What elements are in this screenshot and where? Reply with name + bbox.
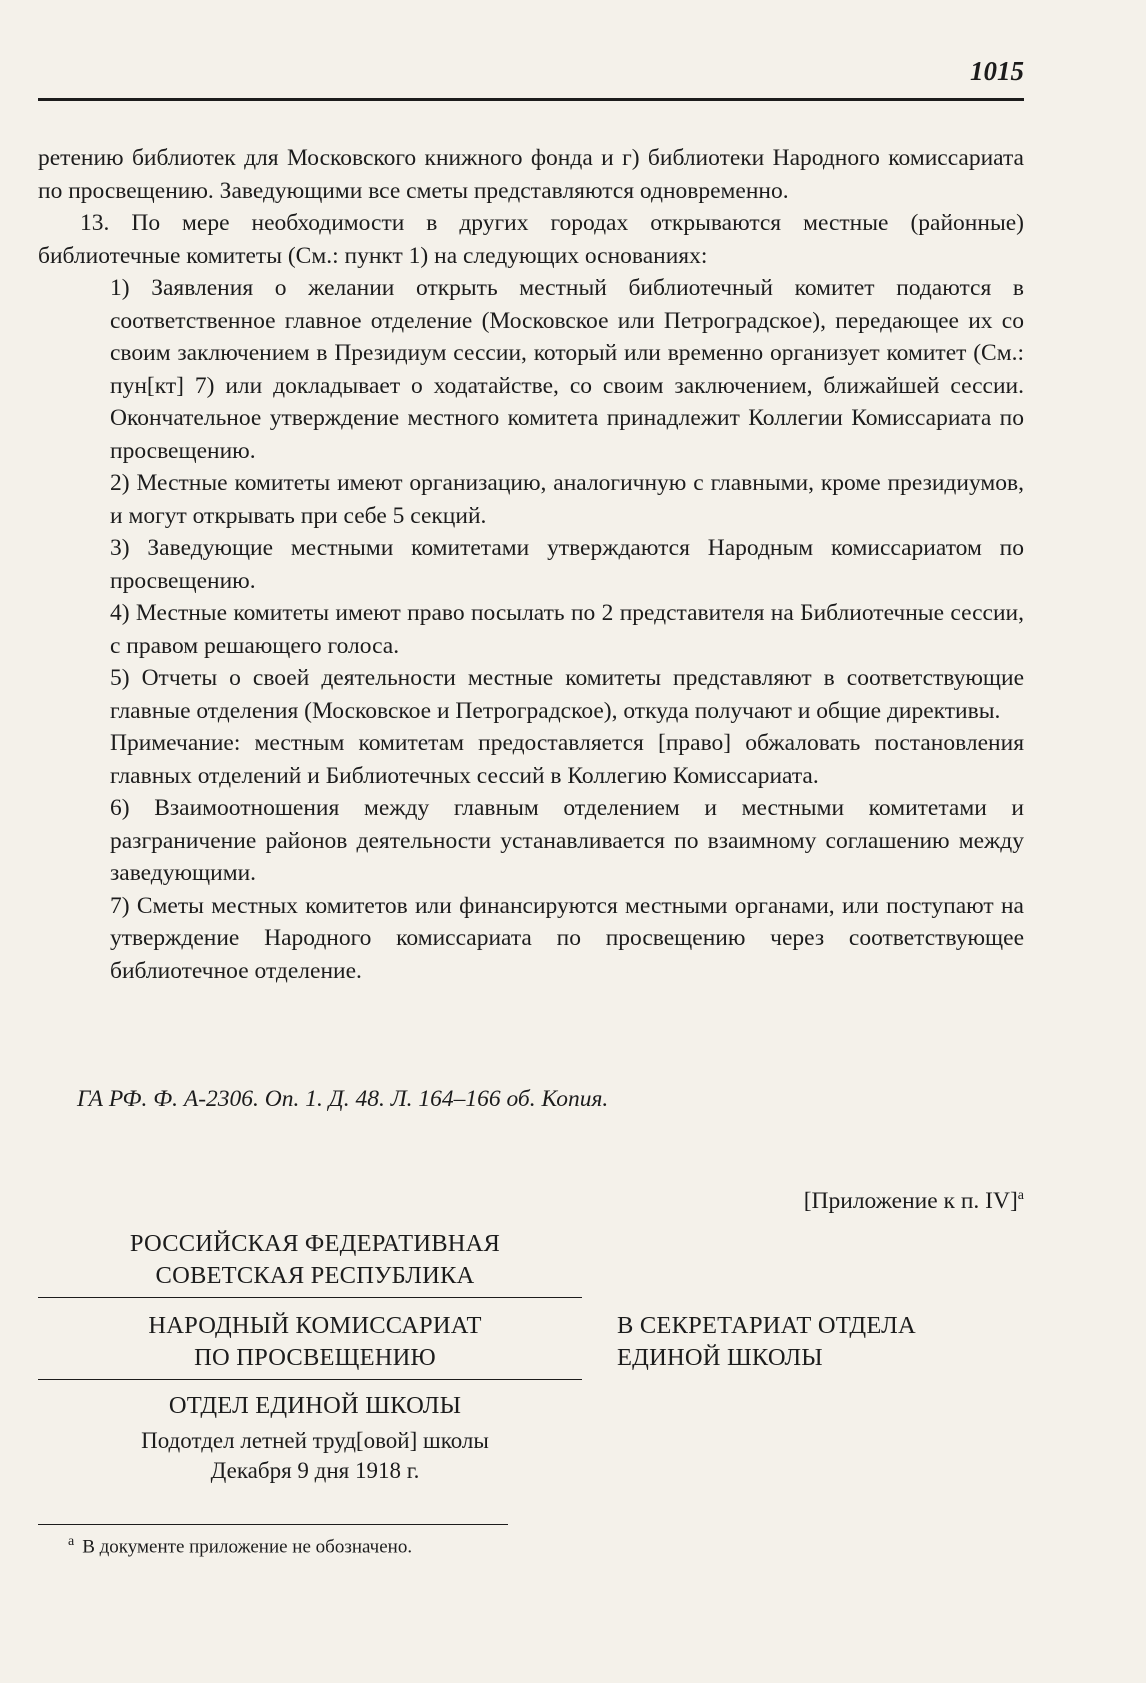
department-name: ОТДЕЛ ЕДИНОЙ ШКОЛЫ xyxy=(168,1392,462,1419)
paragraph-continuation: ретению библиотек для Московского книжного фонда и г) библиотеки Народного комиссариата по просвещению. Заведующими все сметы представляются одновременно. xyxy=(38,145,1024,204)
letterhead-rule xyxy=(38,1297,582,1298)
commissariat-line-1: НАРОДНЫЙ КОМИССАРИАТ xyxy=(148,1312,482,1339)
footnote-rule xyxy=(38,1524,508,1525)
republic-line-2: СОВЕТСКАЯ РЕСПУБЛИКА xyxy=(155,1262,475,1289)
list-item: 2) Местные комитеты имеют организацию, аналогичную с главными, кроме президиумов, и могут открывать при себе 5 секций. xyxy=(110,470,1024,529)
commissariat-name xyxy=(86,1310,544,1374)
footnote-text: В документе приложение не обозначено. xyxy=(82,1536,413,1558)
republic-name xyxy=(86,1228,544,1292)
republic-line-1: РОССИЙСКАЯ ФЕДЕРАТИВНАЯ xyxy=(129,1230,501,1257)
letterhead-rule xyxy=(38,1379,582,1380)
subdepartment-date xyxy=(86,1426,544,1486)
footnote-marker: а xyxy=(68,1534,75,1549)
list-item: 7) Сметы местных комитетов или финансируются местными органами, или поступают на утверждение Народного комиссариата по просвещению через соответствующее библиотечное отделение. xyxy=(110,892,1024,984)
addressee xyxy=(617,1310,997,1374)
body-text xyxy=(38,142,1024,987)
subdepartment-name: Подотдел летней труд[овой] школы xyxy=(141,1428,489,1453)
header-rule xyxy=(38,98,1024,101)
list-item: 4) Местные комитеты имеют право посылать по 2 представителя на Библиотечные сессии, с правом решающего голоса. xyxy=(110,600,1024,659)
page-number: 1015 xyxy=(970,56,1024,86)
appendix-text: [Приложение к п. IV] xyxy=(803,1188,1018,1214)
archive-source: ГА РФ. Ф. А-2306. Оп. 1. Д. 48. Л. 164–166 об. Копия. xyxy=(77,1086,609,1112)
list-item: 1) Заявления о желании открыть местный библиотечный комитет подаются в соответственное главное отделение (Московское или Петроградское), передающее их со своим заключением в Президиум сессии, который или временно организует комитет (См.: пун[кт] 7) или докладывает о ходатайстве, со своим заключением, ближайшей сессии. Окончательное утверждение местного комитета принадлежит Коллегии Комиссариата по просвещению. xyxy=(110,275,1024,464)
addressee-line-2: ЕДИНОЙ ШКОЛЫ xyxy=(617,1344,823,1371)
footnote xyxy=(68,1534,412,1558)
list-item: 3) Заведующие местными комитетами утверждаются Народным комиссариатом по просвещению. xyxy=(110,535,1024,594)
document-date: Декабря 9 дня 1918 г. xyxy=(210,1458,420,1483)
commissariat-line-2: ПО ПРОСВЕЩЕНИЮ xyxy=(194,1344,436,1371)
note-paragraph: Примечание: местным комитетам предоставляется [право] обжаловать постановления главных отделений и Библиотечных сессий в Коллегию Комиссариата. xyxy=(110,730,1024,789)
footnote-mark: а xyxy=(1017,1188,1024,1204)
list-item: 5) Отчеты о своей деятельности местные комитеты представляют в соответствующие главные отделения (Московское и Петроградское), откуда получают и общие директивы. xyxy=(110,665,1024,724)
addressee-line-1: В СЕКРЕТАРИАТ ОТДЕЛА xyxy=(617,1312,916,1339)
appendix-label xyxy=(804,1188,1024,1215)
paragraph-13: 13. По мере необходимости в других городах открываются местные (районные) библиотечные комитеты (См.: пункт 1) на следующих основаниях: xyxy=(38,210,1024,269)
list-item: 6) Взаимоотношения между главным отделением и местными комитетами и разграничение районов деятельности устанавливается по взаимному соглашению между заведующими. xyxy=(110,795,1024,886)
